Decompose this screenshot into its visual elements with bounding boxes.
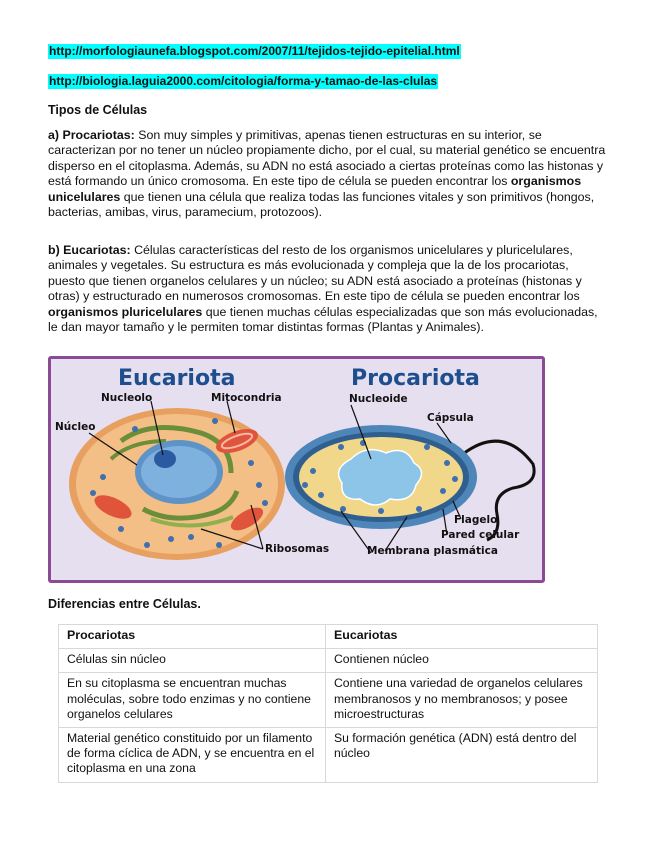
section-title-tipos: Tipos de Células	[48, 103, 148, 117]
bold-organismos-unicelulares: organismos unicelulares	[48, 174, 582, 204]
table-header-row	[59, 625, 598, 649]
table-row	[59, 649, 598, 673]
text-eucariotas-1: Células características del resto de los organismos unicelulares y pluricelulares, animales y vegetales. Su estructura es más evolucionada y compleja que la de los procariotas, puesto que tienen organelos celulares y un núcleo; su ADN está asociado a proteínas (histonas y otras) y estructurado en numerosos cromosomas. En este tipo de célula se pueden encontrar los	[48, 243, 582, 304]
cell-diagram	[48, 356, 545, 583]
nucleolus	[154, 450, 176, 468]
bold-organismos-pluricelulares: organismos pluricelulares	[48, 304, 203, 319]
label-membrana-plasmatica: Membrana plasmática	[367, 545, 498, 557]
paragraph-eucariotas	[48, 243, 608, 335]
table-cell: Contiene una variedad de organelos celulares membranosos y no membranosos; y posee microestructuras	[326, 673, 598, 728]
nucleus-inner	[141, 446, 217, 498]
label-flagelo: Flagelo	[454, 514, 498, 526]
table-row	[59, 728, 598, 783]
title-procariota: Procariota	[351, 366, 480, 391]
table-cell: Células sin núcleo	[59, 649, 326, 673]
title-eucariota: Eucariota	[118, 366, 236, 391]
table-header-procariotas: Procariotas	[59, 625, 326, 649]
paragraph-procariotas	[48, 128, 608, 220]
label-pared-celular: Pared celular	[441, 529, 520, 541]
differences-table	[58, 624, 598, 783]
table-cell: Su formación genética (ADN) está dentro del núcleo	[326, 728, 598, 783]
label-mitocondria: Mitocondria	[211, 392, 282, 404]
text-procariotas-2: que tienen una célula que realiza todas las funciones vitales y son primitivos (hongos, bacterias, amibas, virus, paramecium, protozoos).	[48, 189, 595, 220]
text-eucariotas-2: que tienen muchas células especializadas que son más evolucionadas, le dan mayor tamaño y le permiten tomar distintas formas (Plantas y Animales).	[48, 304, 598, 335]
table-header-eucariotas: Eucariotas	[326, 625, 598, 649]
table-row	[59, 673, 598, 728]
eukaryote-cell	[69, 408, 285, 560]
label-capsula: Cápsula	[427, 412, 474, 424]
label-ribosomas: Ribosomas	[265, 543, 330, 555]
label-nucleo: Núcleo	[55, 421, 96, 433]
label-nucleoide: Nucleoide	[349, 393, 408, 405]
table-cell: Material genético constituido por un filamento de forma cíclica de ADN, y se encuentra en el citoplasma en una zona	[59, 728, 326, 783]
label-eucariotas: b) Eucariotas:	[48, 243, 131, 257]
text-procariotas-1: Son muy simples y primitivas, apenas tienen estructuras en su interior, se caracterizan por no tener un núcleo propiamente dicho, por el cual, su material genético se encuentra disperso en el citoplasma. Además, su ADN no está asociado a ciertas proteínas como las histonas y está formando un único cromosoma. En este tipo de célula se pueden encontrar los	[48, 128, 606, 189]
source-link-2[interactable]: http://biologia.laguia2000.com/citologia/forma-y-tamao-de-las-clulas	[49, 74, 438, 88]
table-cell: En su citoplasma se encuentran muchas moléculas, sobre todo enzimas y no contiene organelos celulares	[59, 673, 326, 728]
section-title-diferencias: Diferencias entre Células.	[48, 597, 201, 611]
table-cell: Contienen núcleo	[326, 649, 598, 673]
label-procariotas: a) Procariotas:	[48, 128, 135, 142]
label-nucleolo: Nucleolo	[101, 392, 153, 404]
source-link-1[interactable]: http://morfologiaunefa.blogspot.com/2007/11/tejidos-tejido-epitelial.html	[49, 44, 460, 58]
